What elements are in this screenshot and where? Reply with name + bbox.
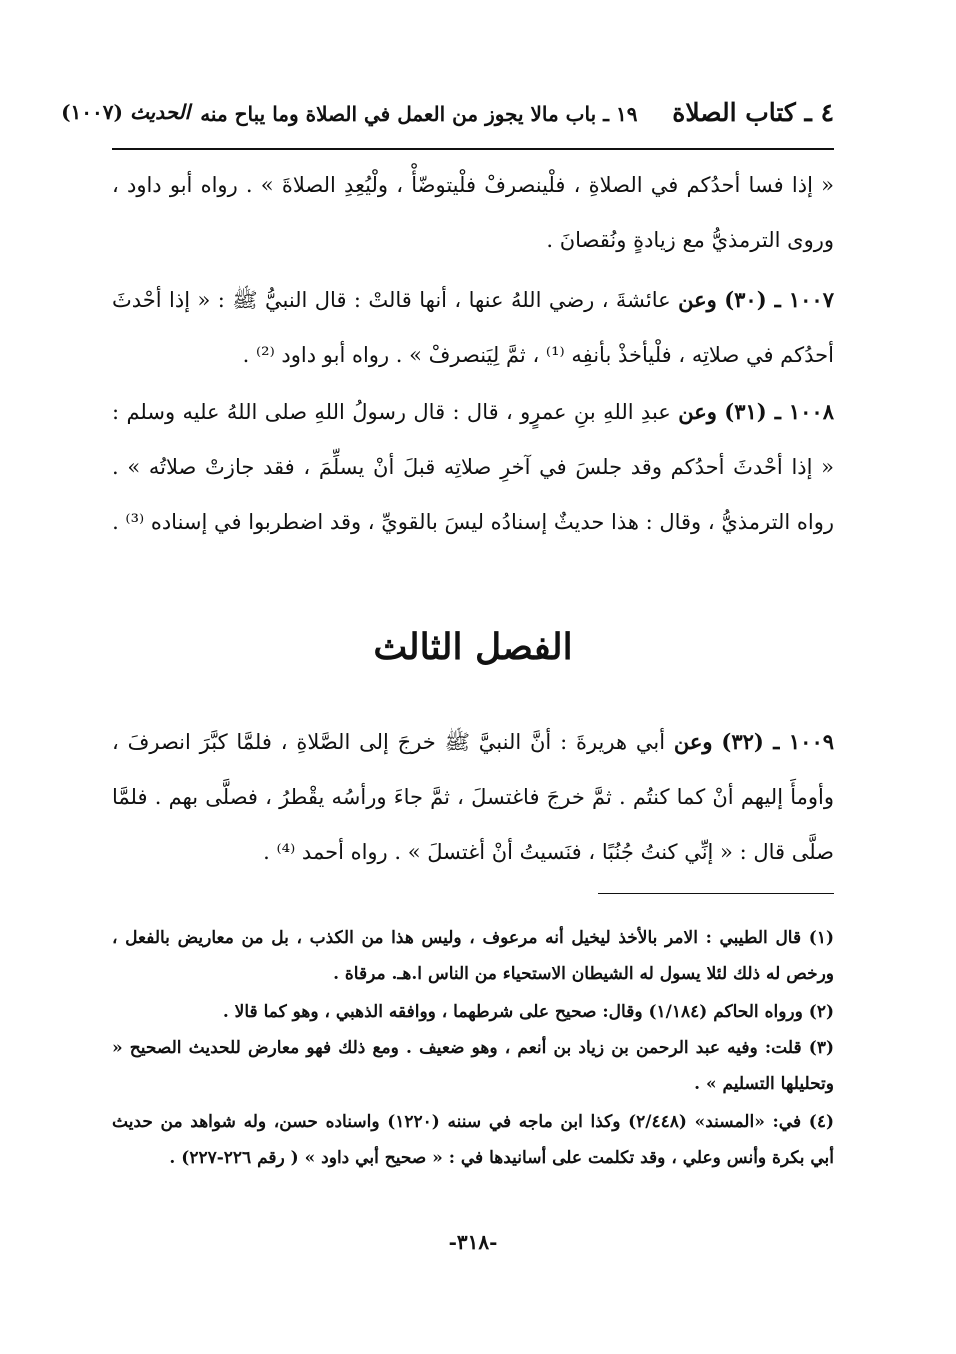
footnote-1: (١) قال الطيبي : الامر بالأخذ ليخيل أنه مرعوف ، وليس هذا من الكذب ، بل من معاريض بالفعل ، ورخص له ذلك لئلا يسول له الشيطان الاستحياء من الناس ا.هـ. مرقاة . — [112, 928, 834, 984]
header-chapter-title: ١٩ ـ باب مالا يجوز من العمل في الصلاة وما يباح منه — [200, 101, 638, 126]
running-header — [61, 90, 834, 134]
header-book-chapter — [200, 98, 834, 127]
paragraph-text: « إذا فسا أحدُكم في الصلاةِ ، فلْينصرفْ فلْيتوضّأْ ، ولْيُعِدِ الصلاةَ » . رواه أبو داود ، وروى الترمذيُّ مع زيادةٍ ونُقصانَ . — [112, 173, 834, 252]
footnote-4: (٤) في: «المسند» (٢/٤٤٨) وكذا ابن ماجه في سننه (١٢٢٠) واسناده حسن، وله شواهد من حديث أبي بكرة وأنس وعلي ، وقد تكلمت على أسانيدها في : « صحيح أبي داود » ( رقم ٢٢٦-٢٢٧) . — [112, 1112, 834, 1168]
hadith-number: ١٠٠٩ ـ (٣٢) — [721, 729, 835, 754]
hadith-number: ١٠٠٨ ـ (٣١) — [724, 399, 834, 424]
footnote-divider — [598, 893, 834, 894]
hadith-number: ١٠٠٧ ـ (٣٠) — [724, 287, 834, 312]
hadith-1007 — [112, 272, 834, 383]
hadith-text: عبدِ اللهِ بنِ عمرٍو ، قال : قال رسولُ اللهِ صلى اللهُ عليه وسلم : « إذا أحْدثَ أحدُكم وقد جلسَ في آخرِ صلاتِه قبلَ أنْ يسلِّمَ ، فقد جازتْ صلاتُه » . رواه الترمذيُّ ، وقال : هذا حديثٌ إسنادُه ليسَ بالقويِّ ، وقد اضطربوا في إسناده ⁽³⁾ . — [112, 400, 834, 534]
hadith-1008 — [112, 384, 834, 550]
hadith-source-word: وعن — [678, 399, 717, 424]
page-number: -٣١٨- — [448, 1230, 498, 1254]
header-book-title: ٤ ـ كتاب الصلاة — [672, 97, 834, 127]
hadith-text: أبي هريرةَ : أنَّ النبيَّ ﷺ خرجَ إلى الصَّلاةِ ، فلمَّا كبَّرَ انصرفَ ، وأومأَ إليهم أنْ كما كنتُم . ثمَّ خرجَ فاغتسلَ ، ثمَّ جاءَ ورأسُه يقْطرُ ، فصلَّى بهم . فلمَّا صلَّى قال : « إنِّي كنتُ جُنُبًا ، فنَسيتُ أنْ أغتسلَ » . رواه أحمد ⁽⁴⁾ . — [112, 730, 834, 864]
paragraph-continuation — [112, 158, 834, 268]
hadith-text: عائشةَ ، رضي اللهُ عنها ، أنها قالتْ : قال النبيُّ ﷺ : « إذا أحْدثَ أحدُكم في صلاتِه ، فلْيأخذْ بأنفِه ⁽¹⁾ ، ثمَّ لِيَنصرفْ » . رواه أبو داود ⁽²⁾ . — [112, 288, 834, 367]
hadith-1009 — [112, 714, 834, 880]
footnote-3: (٣) قلت: وفيه عبد الرحمن بن زياد بن أنعم ، وهو ضعيف . ومع ذلك فهو معارض للحديث الصحيح « وتحليلها التسليم » . — [112, 1038, 834, 1094]
header-divider — [112, 148, 834, 150]
hadith-source-word: وعن — [673, 729, 713, 754]
footnote-2: (٢) ورواه الحاكم (١/١٨٤) وقال: صحيح على شرطهما ، ووافقه الذهبي ، وهو كما قالا . — [222, 1002, 834, 1022]
header-hadith-ref — [61, 100, 200, 124]
section-title: الفصل الثالث — [373, 626, 573, 668]
header-hadith-label: الحديث — [129, 100, 191, 124]
hadith-source-word: وعن — [678, 287, 717, 312]
header-hadith-range: (١٠٠٧) — [61, 100, 123, 124]
